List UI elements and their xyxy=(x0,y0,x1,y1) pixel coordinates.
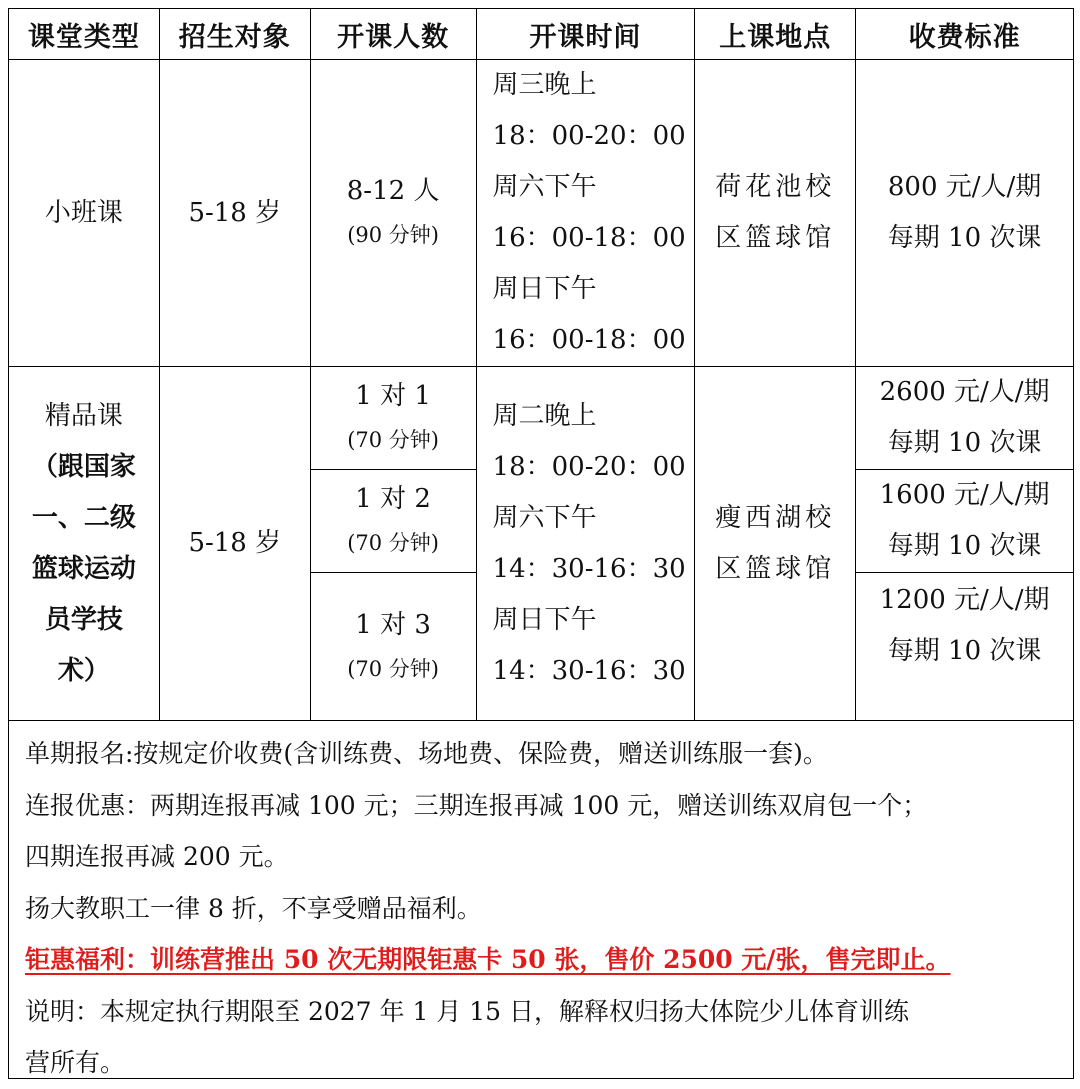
premium-type-line: （跟国家 xyxy=(31,451,136,482)
header-class-size: 开课人数 xyxy=(310,9,476,60)
premium-type-line: 术） xyxy=(57,655,110,686)
note-explanation-cont: 营所有。 xyxy=(25,1048,126,1077)
header-row xyxy=(9,9,1074,60)
fee-line: 800 元/人/期 xyxy=(887,172,1042,202)
premium-size-2 xyxy=(310,470,476,573)
premium-size-3 xyxy=(310,573,476,721)
small-class-age: 5-18 岁 xyxy=(159,60,310,367)
note-multi-discount: 连报优惠：两期连报再减 100 元；三期连报再减 100 元，赠送训练双肩包一个； xyxy=(25,790,928,820)
header-fee: 收费标准 xyxy=(856,9,1074,60)
fee-line: 每期 10 次课 xyxy=(887,428,1042,458)
location-line: 区篮球馆 xyxy=(715,553,836,584)
small-class-type: 小班课 xyxy=(9,60,160,367)
schedule-line: 周日下午 xyxy=(492,274,597,304)
fee-line: 每期 10 次课 xyxy=(887,223,1042,253)
header-location: 上课地点 xyxy=(695,9,856,60)
notes-section xyxy=(8,720,1074,1079)
note-promo: 钜惠福利：训练营推出 50 次无期限钜惠卡 50 张，售价 2500 元/张，售完即止。 xyxy=(25,945,951,974)
small-class-duration: (90 分钟) xyxy=(347,223,440,247)
premium-type-line: 一、二级 xyxy=(31,502,136,533)
small-class-size xyxy=(310,60,476,367)
location-line: 区篮球馆 xyxy=(715,223,836,253)
fee-line: 每期 10 次课 xyxy=(887,636,1042,666)
note-multi-discount-cont: 四期连报再减 200 元。 xyxy=(25,842,289,871)
premium-fee-2 xyxy=(856,470,1074,573)
small-class-size-main: 8-12 人 xyxy=(346,176,440,206)
note-explanation: 说明：本规定执行期限至 2027 年 1 月 15 日，解释权归扬大体院少儿体育训练 xyxy=(25,996,910,1026)
schedule-line: 周六下午 xyxy=(492,172,597,202)
note-staff-discount: 扬大教职工一律 8 折，不享受赠品福利。 xyxy=(25,893,482,923)
premium-size-1 xyxy=(310,367,476,470)
premium-class-type xyxy=(9,367,160,721)
small-class-location xyxy=(695,60,856,367)
premium-fee-1 xyxy=(856,367,1074,470)
location-line: 瘦西湖校 xyxy=(715,502,836,533)
fee-line: 1200 元/人/期 xyxy=(879,585,1050,615)
premium-type-line: 员学技 xyxy=(44,604,123,635)
premium-class-schedule xyxy=(476,367,695,721)
note-single-enrollment: 单期报名:按规定价收费(含训练费、场地费、保险费，赠送训练服一套)。 xyxy=(25,739,828,768)
premium-class-age: 5-18 岁 xyxy=(159,367,310,721)
header-class-type: 课堂类型 xyxy=(9,9,160,60)
premium-type-line: 精品课 xyxy=(44,400,123,431)
schedule-line: 周三晚上 xyxy=(492,70,597,100)
header-audience: 招生对象 xyxy=(159,9,310,60)
small-class-fee xyxy=(856,60,1074,367)
premium-size-duration: (70 分钟) xyxy=(347,656,440,681)
fee-table xyxy=(8,8,1074,721)
location-line: 荷花池校 xyxy=(715,172,836,202)
fee-line: 每期 10 次课 xyxy=(887,531,1042,561)
schedule-line: 周二晚上 xyxy=(492,400,597,431)
premium-fee-3 xyxy=(856,573,1074,721)
schedule-line: 周六下午 xyxy=(492,502,597,533)
schedule-line: 18：00-20：00 xyxy=(492,121,686,151)
premium-class-location xyxy=(695,367,856,721)
schedule-line: 16：00-18：00 xyxy=(492,223,686,253)
small-class-schedule xyxy=(476,60,695,367)
premium-type-line: 篮球运动 xyxy=(31,553,136,584)
premium-size-main: 1 对 3 xyxy=(355,609,431,640)
fee-line: 2600 元/人/期 xyxy=(879,377,1050,407)
header-schedule: 开课时间 xyxy=(476,9,695,60)
schedule-line: 16：00-18：00 xyxy=(492,325,686,355)
schedule-line: 14：30-16：30 xyxy=(492,655,686,686)
schedule-line: 周日下午 xyxy=(492,604,597,635)
schedule-line: 18：00-20：00 xyxy=(492,451,686,482)
premium-size-duration: (70 分钟) xyxy=(347,428,440,452)
premium-size-duration: (70 分钟) xyxy=(347,531,440,555)
small-class-row xyxy=(9,60,1074,367)
schedule-line: 14：30-16：30 xyxy=(492,553,686,584)
fee-line: 1600 元/人/期 xyxy=(879,480,1050,510)
premium-size-main: 1 对 2 xyxy=(355,484,431,514)
premium-class-row-1 xyxy=(9,367,1074,470)
premium-size-main: 1 对 1 xyxy=(355,381,431,411)
